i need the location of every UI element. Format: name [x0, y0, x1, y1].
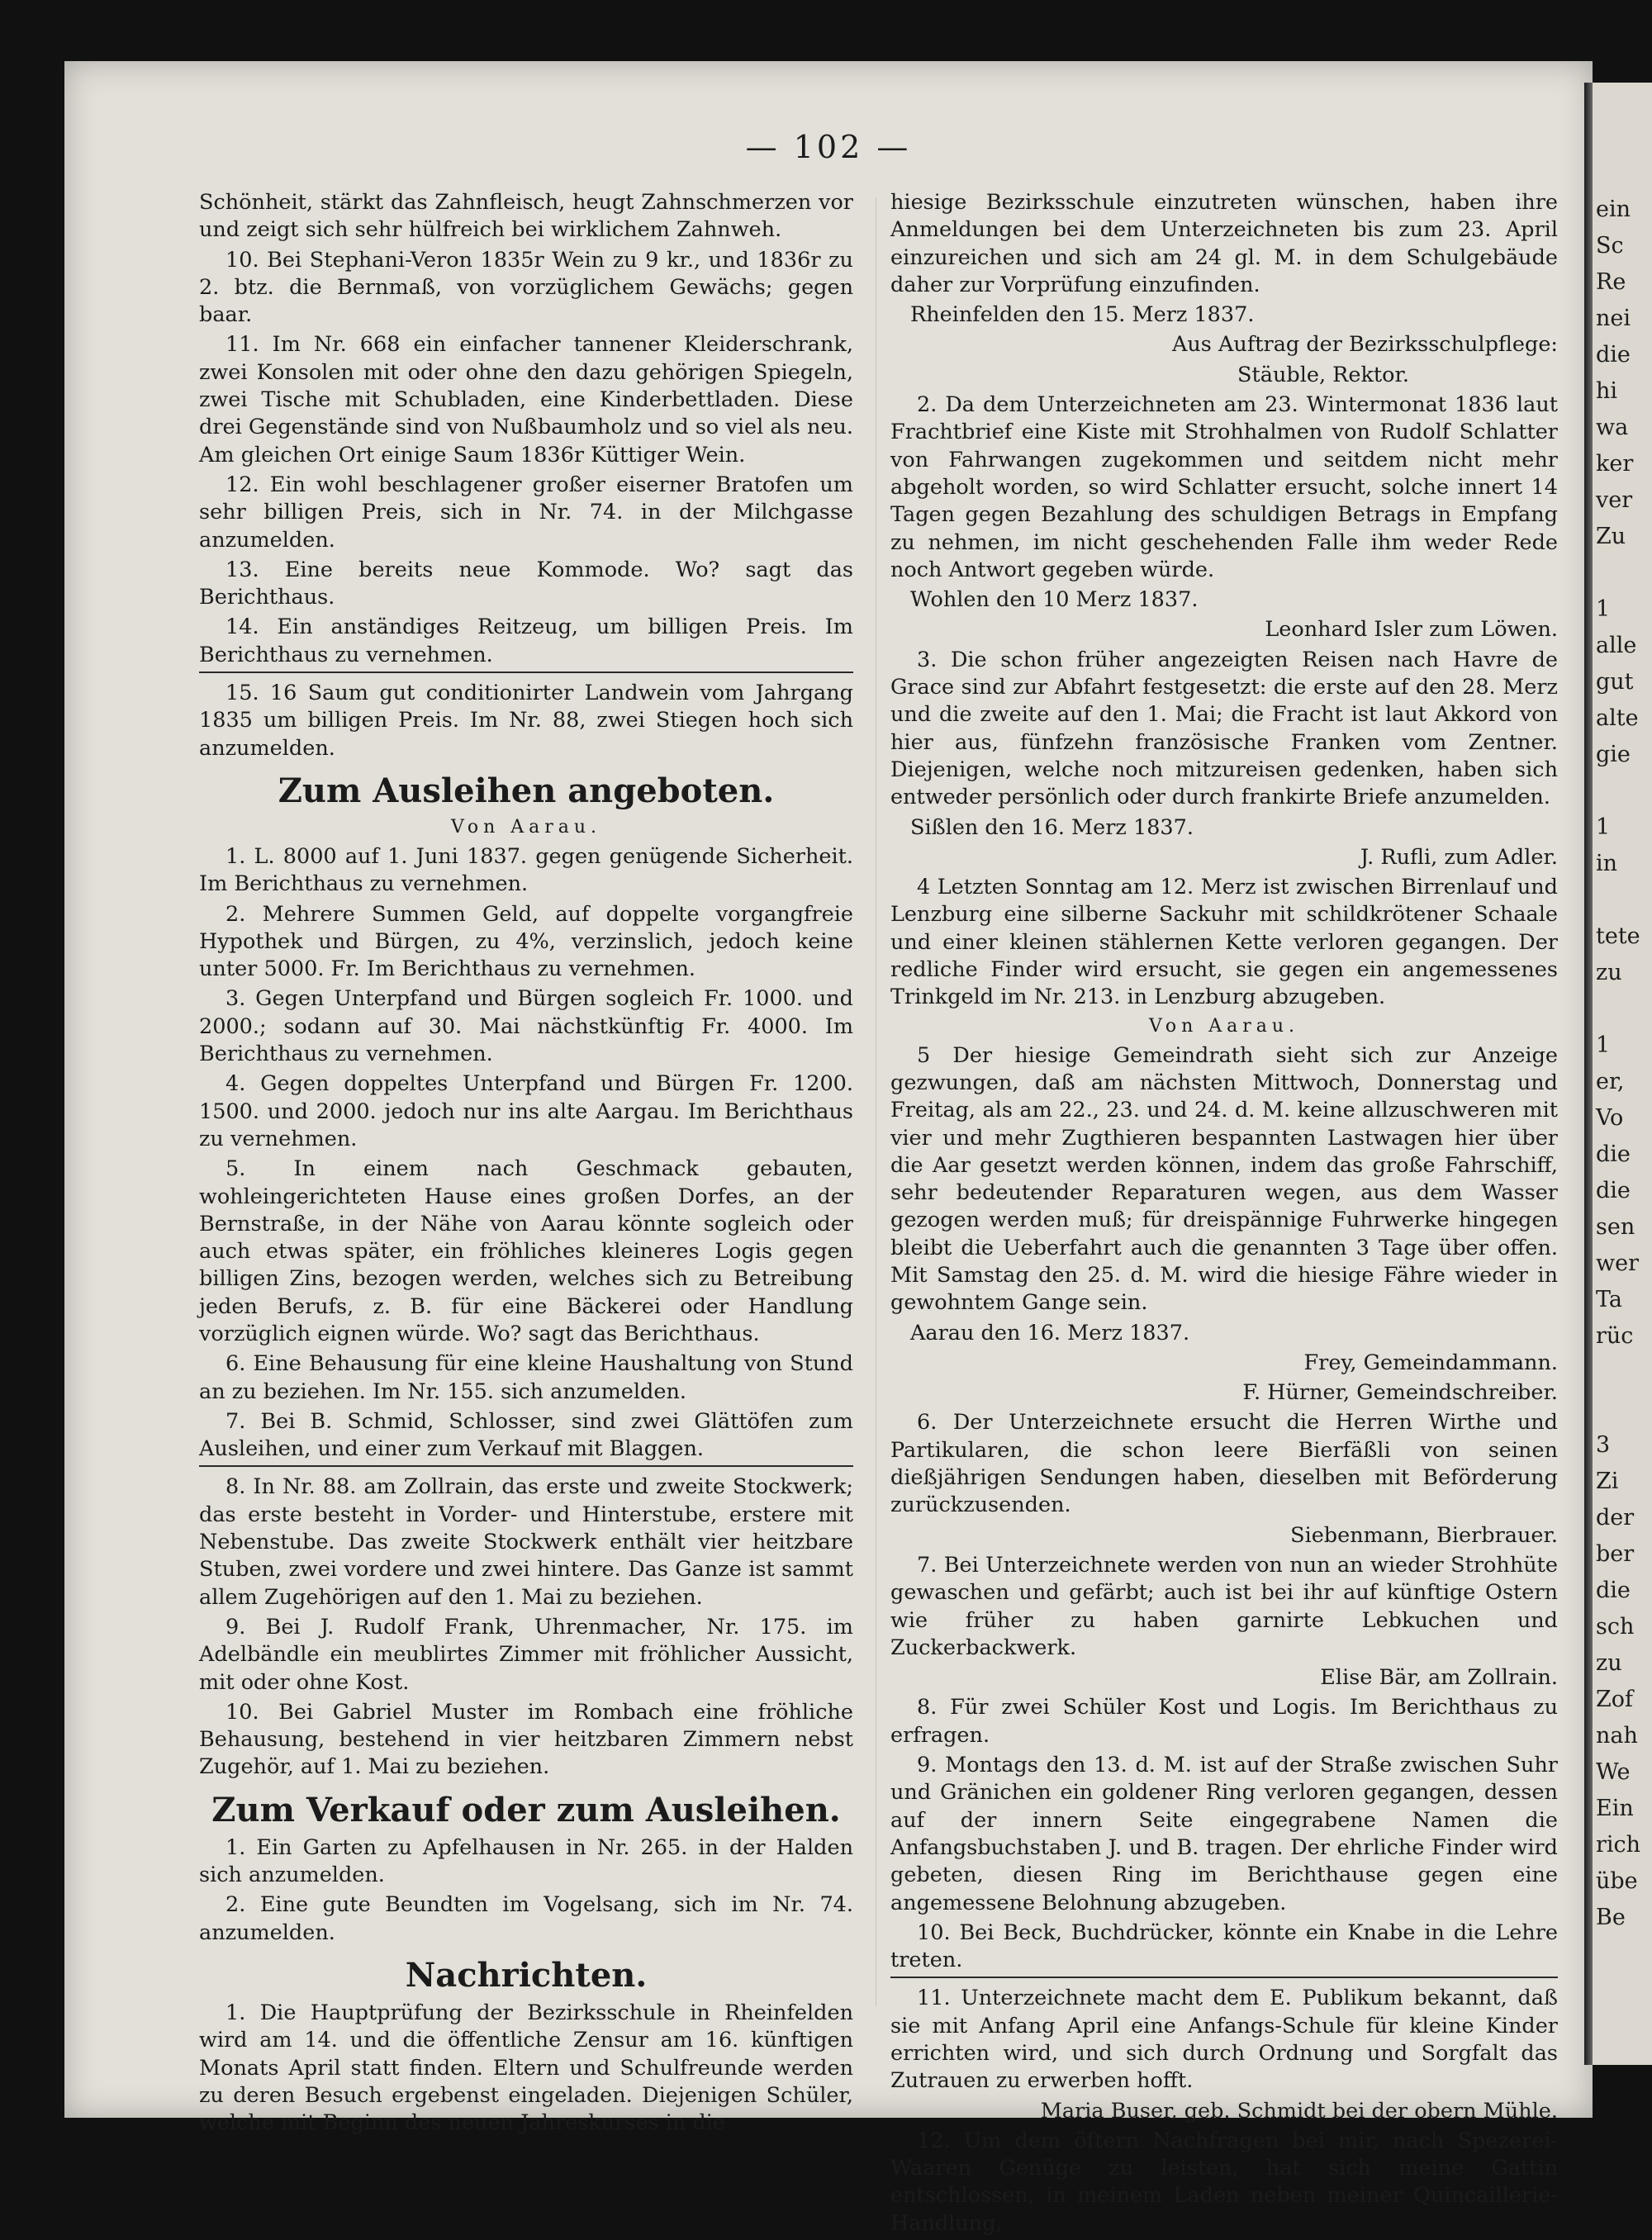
- notice-item: 11. Unterzeichnete macht dem E. Publikum bekannt, daß sie mit Anfang April eine Anfangs-Schule für kleine Kinder errichten wird, und sich durch Ordnung und Sorgfalt das Zutrauen zu erwerben hofft.: [890, 1986, 1558, 2094]
- edge-text-fragment: We: [1596, 1759, 1631, 1785]
- edge-text-fragment: 1: [1596, 814, 1611, 840]
- left-column: [199, 189, 853, 2139]
- edge-text-fragment: alle: [1596, 633, 1637, 658]
- edge-text-fragment: die: [1596, 342, 1631, 368]
- place-date: Sißlen den 16. Merz 1837.: [910, 814, 1194, 840]
- edge-text-fragment: wer: [1596, 1251, 1639, 1276]
- edge-text-fragment: die: [1596, 1141, 1631, 1167]
- notice-item: 14. Ein anständiges Reitzeug, um billigen Preis. Im Berichthaus zu vernehmen.: [199, 615, 853, 667]
- notice-item: 9. Montags den 13. d. M. ist auf der Straße zwischen Suhr und Gränichen ein goldener Ring verloren gegangen, dessen auf der innern Seite eingegrabene Namen die Anfangsbuchstaben J. und B. tragen. Der ehrliche Finder wird gebeten, diesen Ring im Berichthause gegen eine angemessene Belohnung abzugeben.: [890, 1753, 1558, 1915]
- notice-item: 15. 16 Saum gut conditionirter Landwein vom Jahrgang 1835 um billigen Preis. Im Nr. 88, zwei Stiegen hoch sich anzumelden.: [199, 681, 853, 761]
- notice-item: 10. Bei Stephani-Veron 1835r Wein zu 9 kr., und 1836r zu 2. btz. die Bernmaß, von vorzüglichem Gewächs; gegen baar.: [199, 247, 853, 328]
- edge-text-fragment: wa: [1596, 415, 1629, 440]
- notice-item: 9. Bei J. Rudolf Frank, Uhrenmacher, Nr. 175. im Adelbändle ein meublirtes Zimmer mit fröhlicher Aussicht, mit oder ohne Kost.: [199, 1614, 853, 1695]
- edge-text-fragment: sch: [1596, 1614, 1635, 1640]
- page-fold-shadow: [1584, 83, 1593, 2065]
- adjacent-page-edge: [1584, 83, 1652, 2065]
- notice-item: 1. Ein Garten zu Apfelhausen in Nr. 265. in der Halden sich anzumelden.: [199, 1834, 853, 1888]
- section-heading-sell-lend: Zum Verkauf oder zum Ausleihen.: [211, 1790, 841, 1829]
- edge-text-fragment: die: [1596, 1178, 1631, 1203]
- notice-item: 6. Der Unterzeichnete ersucht die Herren Wirthe und Partikularen, die schon leere Bierfäßli von seinen dießjährigen Sendungen haben, dieselben mit Beförderung zurückzusenden.: [890, 1410, 1558, 1518]
- edge-text-fragment: ein: [1596, 197, 1631, 222]
- edge-text-fragment: in: [1596, 851, 1618, 876]
- article-continuation: Schönheit, stärkt das Zahnfleisch, heugt Zahnschmerzen vor und zeigt sich sehr hülfreich bei wirklichem Zahnweh.: [199, 190, 853, 243]
- signature: Leonhard Isler zum Löwen.: [1265, 617, 1558, 643]
- edge-text-fragment: Zof: [1596, 1687, 1634, 1712]
- notice-item: 3. Die schon früher angezeigten Reisen nach Havre de Grace sind zur Abfahrt festgesetzt: die erste auf den 28. Merz und die zweite auf den 1. Mai; die Fracht ist laut Akkord von hier aus, fünfzehn französische Franken vom Zentner. Diejenigen, welche noch mitzureisen gedenken, haben sich entweder persönlich oder durch frankirte Briefe anzumelden.: [890, 647, 1558, 810]
- edge-text-fragment: die: [1596, 1578, 1631, 1603]
- notice-item: 13. Eine bereits neue Kommode. Wo? sagt das Berichthaus.: [199, 557, 853, 610]
- signature: F. Hürner, Gemeindschreiber.: [1242, 1380, 1558, 1406]
- edge-text-fragment: der: [1596, 1505, 1635, 1531]
- separator-rule: [890, 1977, 1558, 1978]
- notice-item: 8. In Nr. 88. am Zollrain, das erste und zweite Stockwerk; das erste besteht in Vorder- und Hinterstube, erstere mit Nebenstube. Das zweite Stockwerk enthält vier heitzbare Stuben, zwei vordere und zwei hintere. Das Ganze ist sammt allem Zugehörigen auf den 1. Mai zu beziehen.: [199, 1474, 853, 1610]
- edge-text-fragment: Zu: [1596, 524, 1626, 549]
- edge-text-fragment: zu: [1596, 1650, 1622, 1676]
- notice-item: 8. Für zwei Schüler Kost und Logis. Im Berichthaus zu erfragen.: [890, 1695, 1558, 1748]
- edge-text-fragment: Be: [1596, 1905, 1626, 1930]
- notice-item: 7. Bei B. Schmid, Schlosser, sind zwei Glättöfen zum Ausleihen, und einer zum Verkauf mit Blaggen.: [199, 1408, 853, 1462]
- edge-text-fragment: nei: [1596, 306, 1631, 331]
- section-subheading: Von Aarau.: [450, 816, 602, 838]
- notice-item: 2. Eine gute Beundten im Vogelsang, sich im Nr. 74. anzumelden.: [199, 1892, 853, 1945]
- notice-item: 7. Bei Unterzeichnete werden von nun an wieder Strohhüte gewaschen und gefärbt; auch ist bei ihr auf künftige Ostern wie früher zu haben garnirte Lebkuchen und Zuckerbackwerk.: [890, 1552, 1558, 1660]
- signature: J. Rufli, zum Adler.: [1360, 844, 1558, 870]
- notice-item: 11. Im Nr. 668 ein einfacher tannener Kleiderschrank, zwei Konsolen mit oder ohne den dazu gehörigen Spiegeln, zwei Tische mit Schubladen, eine Kinderbettladen. Diese drei Gegenstände sind von Nußbaumholz und so viel als neu. Am gleichen Ort einige Saum 1836r Küttiger Wein.: [199, 332, 853, 467]
- section-heading-news: Nachrichten.: [405, 1955, 648, 1995]
- separator-rule: [199, 672, 853, 673]
- edge-text-fragment: alte: [1596, 705, 1639, 731]
- signature: Aus Auftrag der Bezirksschulpflege:: [1171, 332, 1558, 358]
- notice-item: 2. Mehrere Summen Geld, auf doppelte vorgangfreie Hypothek und Bürgen, zu 4%, verzinslich, jedoch keine unter 5000. Fr. Im Berichthaus zu vernehmen.: [199, 901, 853, 982]
- edge-text-fragment: Sc: [1596, 233, 1624, 259]
- edge-text-fragment: 1: [1596, 596, 1611, 622]
- notice-item: 1. Die Hauptprüfung der Bezirksschule in Rheinfelden wird am 14. und die öffentliche Zensur am 16. künftigen Monats April statt finden. Eltern und Schulfreunde werden zu deren Besuch ergebenst eingeladen. Diejenigen Schüler, welche mit Beginn des neuen Jahreskurses in die: [199, 2000, 853, 2136]
- edge-text-fragment: übe: [1596, 1868, 1638, 1894]
- separator-rule: [199, 1465, 853, 1467]
- edge-text-fragment: rich: [1596, 1832, 1641, 1858]
- edge-text-fragment: sen: [1596, 1214, 1635, 1240]
- edge-text-fragment: tete: [1596, 923, 1640, 949]
- notice-item: 2. Da dem Unterzeichneten am 23. Wintermonat 1836 laut Frachtbrief eine Kiste mit Strohhalmen von Rudolf Schlatter von Fahrwangen zugekommen und seitdem nicht mehr abgeholt worden, so wird Schlatter ersucht, solche innert 14 Tagen gegen Bezahlung des schuldigen Betrags in Empfang zu nehmen, im nicht geschehenden Falle ihm weder Rede noch Antwort gegeben würde.: [890, 392, 1558, 582]
- notice-item: 10. Bei Beck, Buchdrücker, könnte ein Knabe in die Lehre treten.: [890, 1920, 1558, 1973]
- right-column: [890, 189, 1558, 2240]
- signature: Stäuble, Rektor.: [1237, 362, 1409, 387]
- notice-item: 4. Gegen doppeltes Unterpfand und Bürgen Fr. 1200. 1500. und 2000. jedoch nur ins alte Aargau. Im Berichthaus zu vernehmen.: [199, 1071, 853, 1151]
- edge-text-fragment: Vo: [1596, 1105, 1624, 1131]
- edge-text-fragment: 3: [1596, 1432, 1611, 1458]
- notice-item: 12. Ein wohl beschlagener großer eiserner Bratofen um sehr billigen Preis, sich in Nr. 74. in der Milchgasse anzumelden.: [199, 472, 853, 553]
- notice-item: 5. In einem nach Geschmack gebauten, wohleingerichteten Hause eines großen Dorfes, an der Bernstraße, in der Nähe von Aarau könnte sogleich oder auch etwas später, ein fröhliches kleineres Logis gegen billigen Zins, bezogen werden, welches sich zu Betreibung jeden Berufs, z. B. für eine Bäckerei oder Handlung vorzüglich eignen würde. Wo? sagt das Berichthaus.: [199, 1156, 853, 1346]
- place-date: Wohlen den 10 Merz 1837.: [910, 587, 1199, 613]
- page-number: — 102 —: [745, 129, 912, 165]
- notice-item: 10. Bei Gabriel Muster im Rombach eine fröhliche Behausung, bestehend in vier heitzbaren Zimmern nebst Zugehör, auf 1. Mai zu beziehen.: [199, 1699, 853, 1780]
- edge-text-fragment: ber: [1596, 1541, 1635, 1567]
- edge-text-fragment: zu: [1596, 960, 1622, 985]
- notice-item: 12. Um dem öftern Nachfragen bei mir, nach Spezerei-Waaren Genüge zu leisten, hat sich meine Gattin entschlossen, in meinem Laden neben meiner Quincaillerie-Handlung,: [890, 2128, 1558, 2236]
- edge-text-fragment: ver: [1596, 487, 1633, 513]
- article-continuation: hiesige Bezirksschule einzutreten wünschen, haben ihre Anmeldungen bei dem Unterzeichneten bis zum 23. April einzureichen und sich am 24 gl. M. in dem Schulgebäude daher zur Vorprüfung einzufinden.: [890, 190, 1558, 297]
- notice-item: 5 Der hiesige Gemeindrath sieht sich zur Anzeige gezwungen, daß am nächsten Mittwoch, Donnerstag und Freitag, als am 22., 23. und 24. d. M. keine allzuschweren mit vier und mehr Zugthieren bespannten Lastwagen hier über die Aar gesetzt werden können, indem das große Fahrschiff, sehr bedeutender Reparaturen wegen, aus dem Wasser gezogen werden muß; für dreispännige Fuhrwerke hingegen bleibt die Ueberfahrt auch die genannten 3 Tage über offen. Mit Samstag den 25. d. M. wird die hiesige Fähre wieder in gewohntem Gange sein.: [890, 1042, 1558, 1316]
- edge-text-fragment: rüc: [1596, 1323, 1634, 1349]
- section-subheading: Von Aarau.: [1148, 1015, 1300, 1037]
- notice-item: 3. Gegen Unterpfand und Bürgen sogleich Fr. 1000. und 2000.; sodann auf 30. Mai nächstkünftig Fr. 4000. Im Berichthaus zu vernehmen.: [199, 986, 853, 1067]
- edge-text-fragment: gie: [1596, 742, 1631, 767]
- sale-items: [199, 247, 853, 669]
- edge-text-fragment: gut: [1596, 669, 1634, 695]
- notice-item: 1. L. 8000 auf 1. Juni 1837. gegen genügende Sicherheit. Im Berichthaus zu vernehmen.: [199, 843, 853, 897]
- edge-text-fragment: 1: [1596, 1032, 1611, 1058]
- notice-item: 6. Eine Behausung für eine kleine Haushaltung von Stund an zu beziehen. Im Nr. 155. sich anzumelden.: [199, 1351, 853, 1404]
- section-heading-lend: Zum Ausleihen angeboten.: [278, 771, 775, 810]
- place-date: Rheinfelden den 15. Merz 1837.: [910, 302, 1255, 328]
- edge-text-fragment: nah: [1596, 1723, 1638, 1749]
- signature: Elise Bär, am Zollrain.: [1320, 1665, 1558, 1691]
- edge-text-fragment: Zi: [1596, 1469, 1619, 1494]
- edge-text-fragment: ker: [1596, 451, 1634, 477]
- newspaper-page: [64, 61, 1593, 2236]
- edge-text-fragment: er,: [1596, 1069, 1625, 1094]
- edge-text-fragment: Ein: [1596, 1796, 1634, 1821]
- notice-item: 4 Letzten Sonntag am 12. Merz ist zwischen Birrenlauf und Lenzburg eine silberne Sackuhr mit schildkrötener Schaale und einer kleinen stählernen Kette verloren gegangen. Der redliche Finder wird ersucht, sie gegen ein angemessenes Trinkgeld im Nr. 213. in Lenzburg abzugeben.: [890, 875, 1558, 1010]
- edge-text-fragment: Ta: [1596, 1287, 1623, 1312]
- place-date: Aarau den 16. Merz 1837.: [910, 1320, 1190, 1345]
- edge-text-fragment: Re: [1596, 269, 1626, 295]
- edge-text-fragment: hi: [1596, 378, 1618, 404]
- signature: Frey, Gemeindammann.: [1303, 1350, 1558, 1375]
- signature: Siebenmann, Bierbrauer.: [1290, 1522, 1558, 1548]
- signature: Maria Buser, geb. Schmidt bei der obern Mühle.: [1040, 2098, 1558, 2124]
